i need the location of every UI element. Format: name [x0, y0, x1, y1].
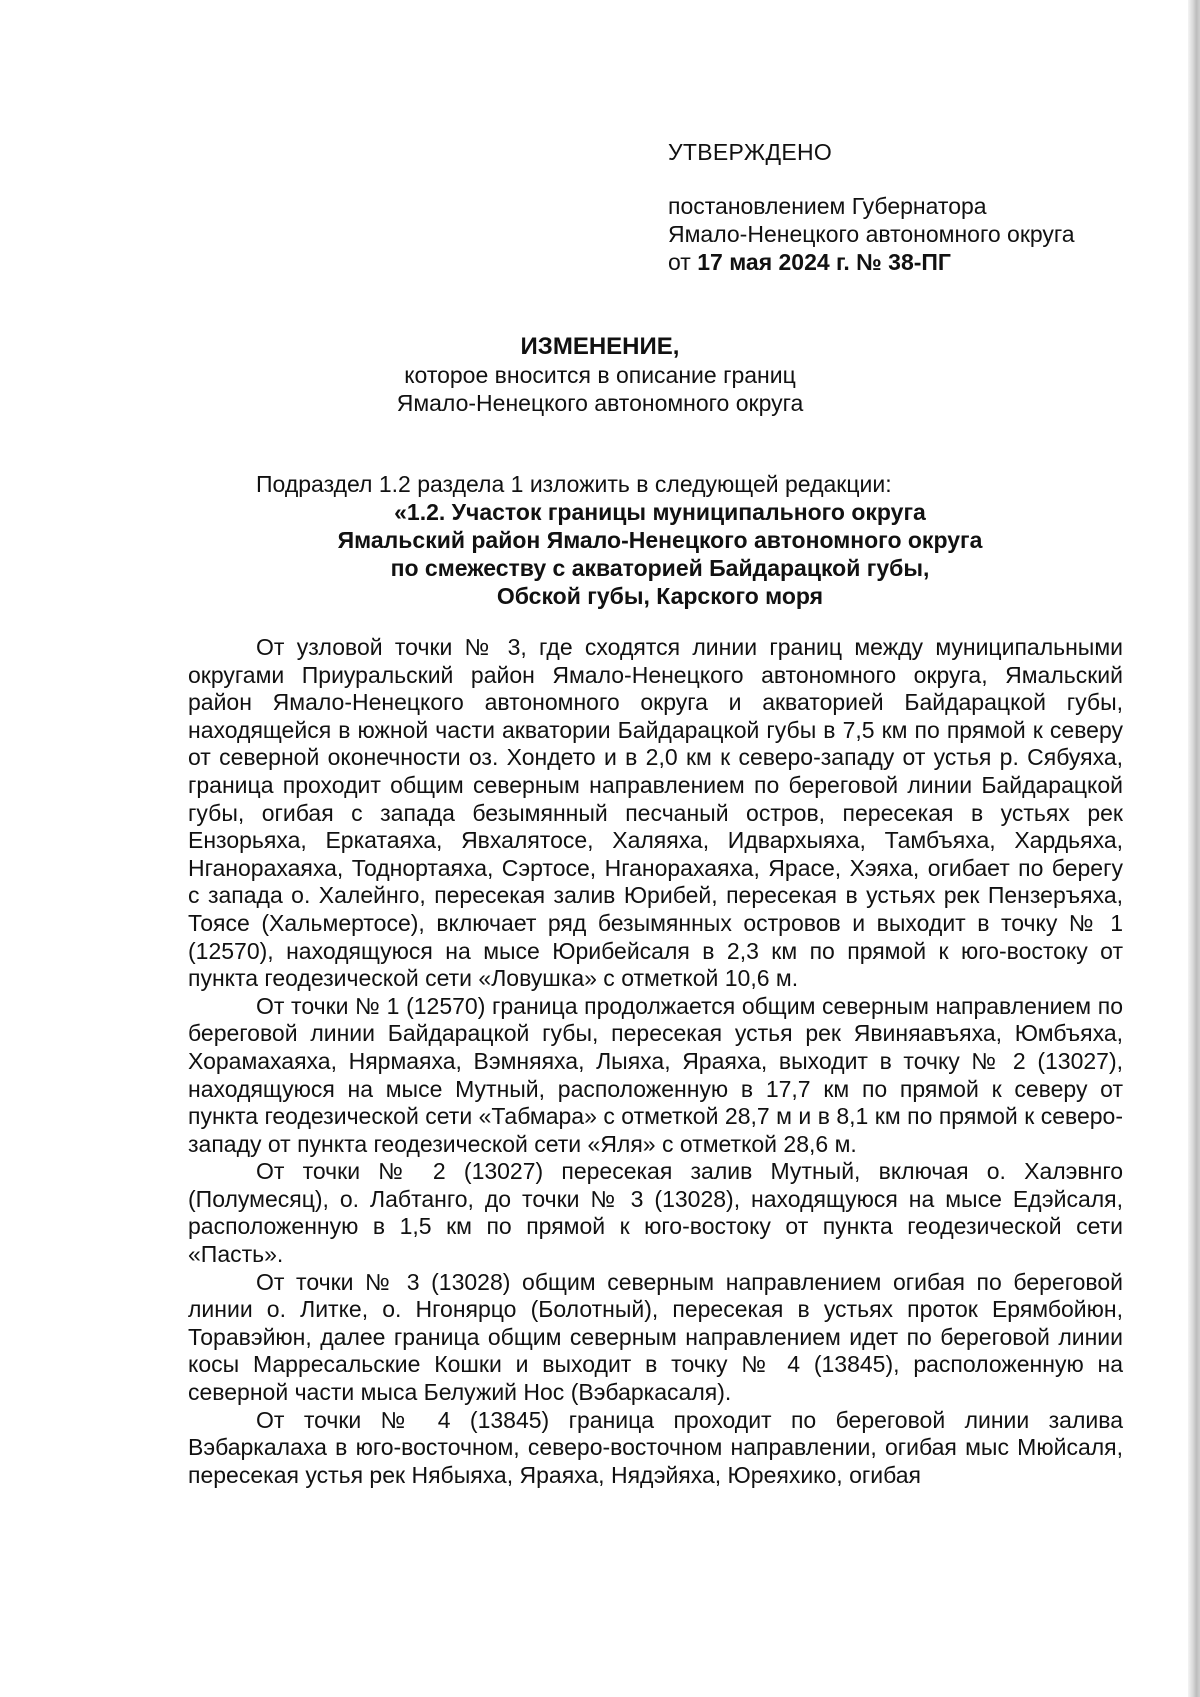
body-text [188, 634, 1123, 1489]
approval-line-2: Ямало-Ненецкого автономного округа [668, 221, 1075, 247]
section-title-line-4: Обской губы, Карского моря [496, 583, 824, 609]
approval-date-prefix: от [668, 249, 698, 275]
section-title-line-2: Ямальский район Ямало-Ненецкого автономного округа [337, 527, 983, 553]
section-title [0, 498, 1200, 610]
paragraph: От точки № 1 (12570) граница продолжается общим северным направлением по береговой линии Байдарацкой губы, пересекая устья рек Явиняавъяха, Юмбъяха, Хорамахаяха, Нярмаяха, Вэмняяха, Лыяха, Яраяха, выходит в точку № 2 (13027), находящуюся на мысе Мутный, расположенную в 17,7 км по прямой к северу от пункта геодезической сети «Табмара» с отметкой 28,7 м и в 8,1 км по прямой к северо-западу от пункта геодезической сети «Яля» с отметкой 28,6 м. [188, 992, 1123, 1157]
section-title-line-1: «1.2. Участок границы муниципального округа [394, 499, 926, 525]
approval-block [668, 138, 1075, 276]
paragraph: От точки № 4 (13845) граница проходит по береговой линии залива Вэбаркалаха в юго-восточном, северо-восточном направлении, огибая мыс Мюйсаля, пересекая устья рек Нябыяха, Яраяха, Нядэйяха, Юреяхико, огибая [188, 1406, 1123, 1488]
subsection-intro: Подраздел 1.2 раздела 1 изложить в следующей редакции: [256, 471, 892, 497]
section-title-line-3: по смежеству с акваторией Байдарацкой губы, [390, 555, 930, 581]
approval-line-1: постановлением Губернатора [668, 193, 987, 219]
title-heading: ИЗМЕНЕНИЕ, [520, 333, 680, 360]
title-line-1: которое вносится в описание границ [404, 362, 796, 388]
paragraph: От узловой точки № 3, где сходятся линии границ между муниципальными округами Приуральский район Ямало-Ненецкого автономного округа, Ямальский район Ямало-Ненецкого автономного округа и акваторией Байдарацкой губы, находящейся в южной части акватории Байдарацкой губы в 7,5 км по прямой к северу от северной оконечности оз. Хондето и в 2,0 км к северо-западу от устья р. Сябуяха, граница проходит общим северным направлением по береговой линии Байдарацкой губы, огибая с запада безымянный песчаный остров, пересекая в устьях рек Ензорьяха, Еркатаяха, Явхалятосе, Халяяха, Идвархыяха, Тамбъяха, Хардьяха, Нганорахаяха, Тоднортаяха, Сэртосе, Нганорахаяха, Ярасе, Хэяха, огибает по берегу с запада о. Халейнго, пересекая залив Юрибей, пересекая в устьях рек Пензеръяха, Тоясе (Хальмертосе), включает ряд безымянных островов и выходит в точку № 1 (12570), находящуюся на мысе Юрибейсаля в 2,3 км по прямой к юго-востоку от пункта геодезической сети «Ловушка» с отметкой 10,6 м. [188, 634, 1123, 992]
paragraph: От точки № 3 (13028) общим северным направлением огибая по береговой линии о. Литке, о. Нгонярцо (Болотный), пересекая в устьях проток Ерямбойюн, Торавэйюн, далее граница общим северным направлением идет по береговой линии косы Марресальские Кошки и выходит в точку № 4 (13845), расположенную на северной части мыса Белужий Нос (Вэбаркасаля). [188, 1268, 1123, 1406]
approval-date [668, 248, 1075, 276]
title-line-2: Ямало-Ненецкого автономного округа [396, 390, 804, 416]
approval-date-number: 17 мая 2024 г. № 38-ПГ [697, 249, 951, 275]
scan-page-edge [1188, 0, 1200, 1697]
approval-stamp: УТВЕРЖДЕНО [668, 139, 833, 165]
document-title [0, 333, 1200, 417]
paragraph: От точки № 2 (13027) пересекая залив Мутный, включая о. Халэвнго (Полумесяц), о. Лабтанго, до точки № 3 (13028), находящуюся на мысе Едэйсаля, расположенную в 1,5 км по прямой к юго-востоку от пункта геодезической сети «Пасть». [188, 1158, 1123, 1268]
